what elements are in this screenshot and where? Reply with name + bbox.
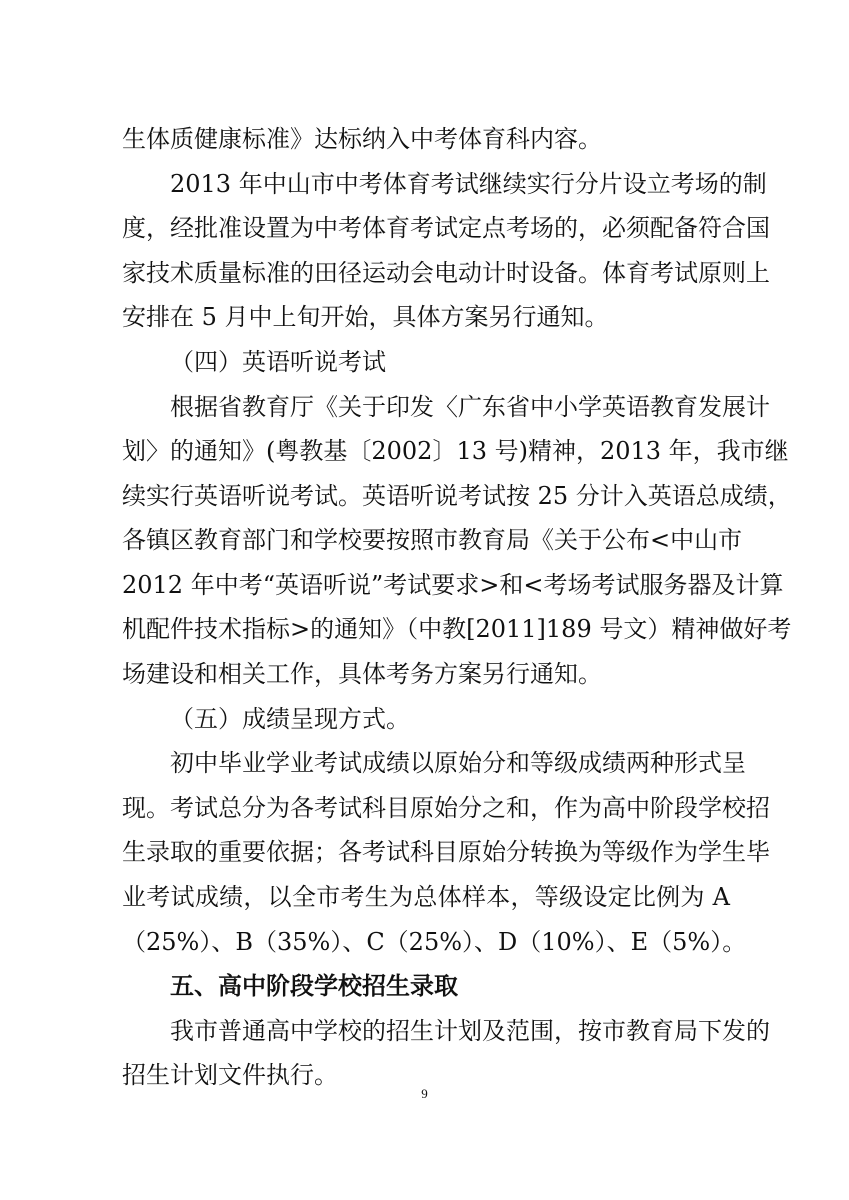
text-line: 度，经批准设置为中考体育考试定点考场的，必须配备符合国 <box>122 214 770 242</box>
paragraph-first-line: 初中毕业学业考试成绩以原始分和等级成绩两种形式呈 <box>170 749 746 777</box>
text-line: 划〉的通知》(粤教基〔2002〕13 号)精神，2013 年，我市继 <box>122 437 789 465</box>
text-line: 2012 年中考“英语听说”考试要求>和<考场考试服务器及计算 <box>122 571 784 599</box>
text-line: 招生计划文件执行。 <box>122 1061 338 1089</box>
text-line: 生录取的重要依据；各考试科目原始分转换为等级作为学生毕 <box>122 838 770 866</box>
text-line: 机配件技术指标>的通知》（中教[2011]189 号文）精神做好考 <box>122 615 792 643</box>
text-line: 安排在 5 月中上旬开始，具体方案另行通知。 <box>122 303 609 331</box>
text-line: 场建设和相关工作，具体考务方案另行通知。 <box>122 660 602 688</box>
text-line: 生体质健康标准》达标纳入中考体育科内容。 <box>122 125 602 153</box>
text-line: 各镇区教育部门和学校要按照市教育局《关于公布<中山市 <box>122 526 743 554</box>
paragraph-first-line: 我市普通高中学校的招生计划及范围，按市教育局下发的 <box>170 1017 770 1045</box>
text-line: 业考试成绩，以全市考生为总体样本，等级设定比例为 A <box>122 883 730 911</box>
paragraph-first-line: 2013 年中山市中考体育考试继续实行分片设立考场的制 <box>170 170 767 198</box>
page-number: 9 <box>421 1086 428 1101</box>
chapter-heading: 五、高中阶段学校招生录取 <box>170 971 458 1000</box>
text-line: 家技术质量标准的田径运动会电动计时设备。体育考试原则上 <box>122 259 770 287</box>
paragraph-first-line: 根据省教育厅《关于印发〈广东省中小学英语教育发展计 <box>170 393 770 421</box>
section-heading: （四）英语听说考试 <box>170 348 386 376</box>
section-heading: （五）成绩呈现方式。 <box>170 705 410 733</box>
text-line: 续实行英语听说考试。英语听说考试按 25 分计入英语总成绩， <box>122 482 792 510</box>
text-line: 现。考试总分为各考试科目原始分之和，作为高中阶段学校招 <box>122 794 770 822</box>
text-line: （25%）、B（35%）、C（25%）、D（10%）、E（5%）。 <box>122 928 747 956</box>
